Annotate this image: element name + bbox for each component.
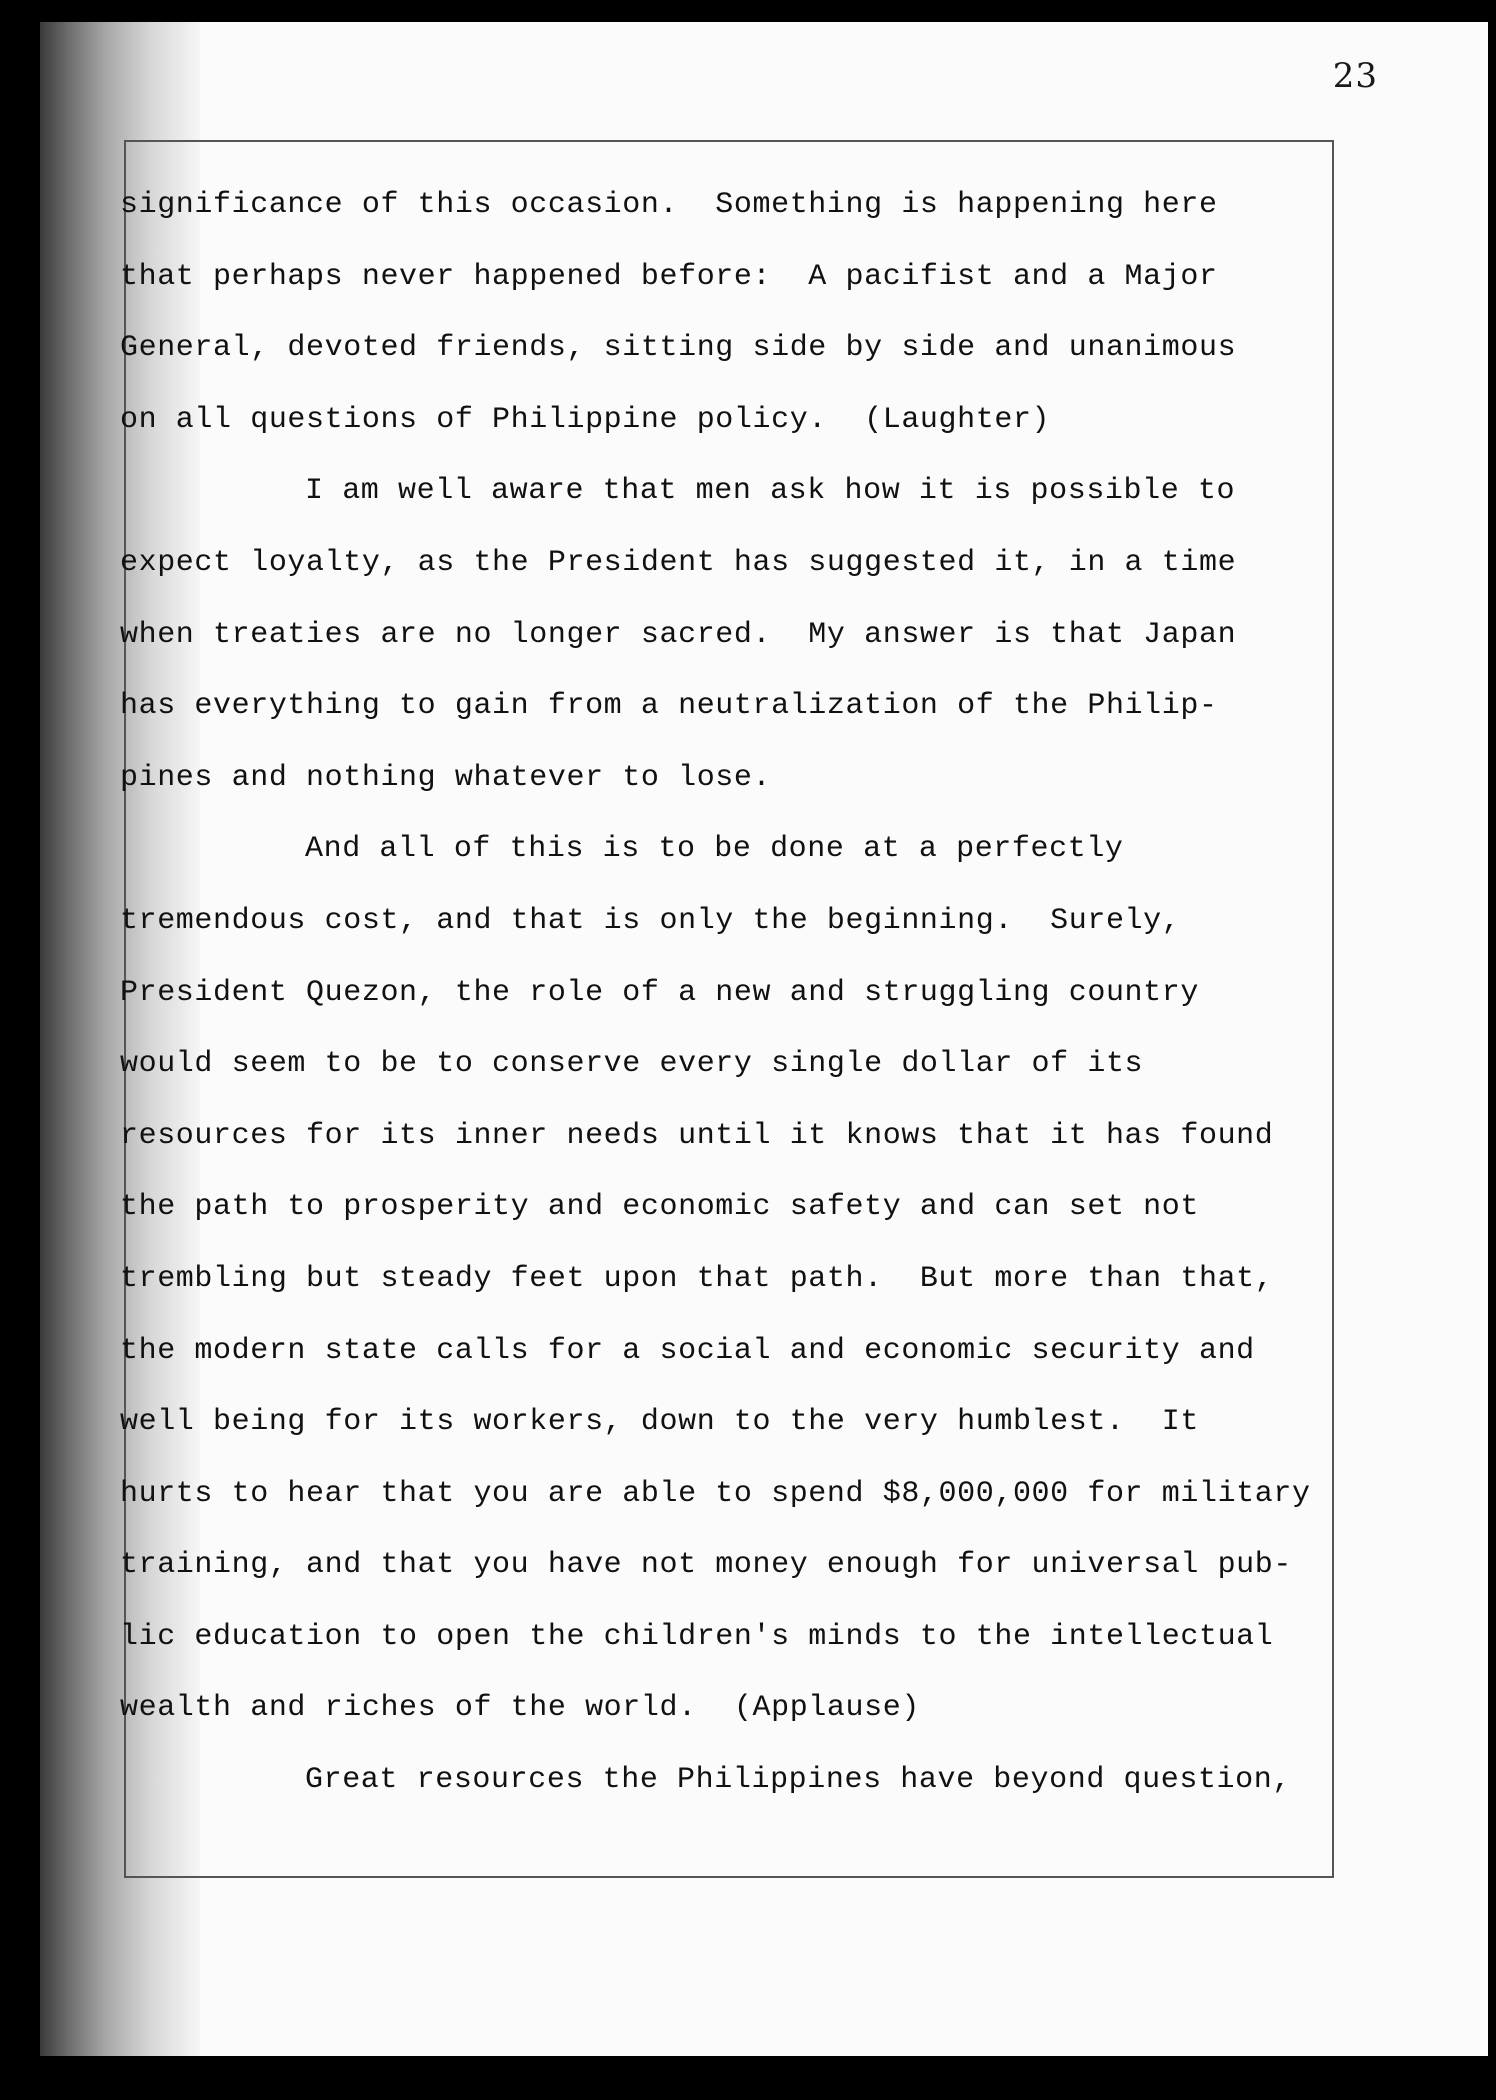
text-line: expect loyalty, as the President has suggested it, in a time: [120, 545, 1237, 580]
text-line: lic education to open the children's minds to the intellectual: [120, 1619, 1274, 1654]
text-line: would seem to be to conserve every single dollar of its: [120, 1047, 1144, 1082]
text-line: when treaties are no longer sacred. My answer is that Japan: [120, 617, 1237, 652]
text-line: significance of this occasion. Something is happening here: [120, 188, 1218, 222]
text-line-paragraph-start: I am well aware that men ask how it is possible to: [305, 474, 1236, 509]
text-line: the modern state calls for a social and economic security and: [120, 1333, 1255, 1368]
page-number: 23: [1332, 56, 1378, 96]
text-line: tremendous cost, and that is only the beginning. Surely,: [120, 903, 1181, 938]
text-line: pines and nothing whatever to lose.: [120, 760, 772, 795]
text-line: well being for its workers, down to the very humblest. It: [120, 1405, 1199, 1440]
text-line: General, devoted friends, sitting side by side and unanimous: [120, 331, 1237, 366]
typed-text-body: [120, 186, 1400, 1833]
text-line: President Quezon, the role of a new and struggling country: [120, 975, 1199, 1010]
text-line: trembling but steady feet upon that path. But more than that,: [120, 1261, 1274, 1296]
text-line: that perhaps never happened before: A pacifist and a Major: [120, 259, 1218, 294]
text-line-paragraph-start: And all of this is to be done at a perfectly: [305, 832, 1124, 867]
text-line: resources for its inner needs until it knows that it has found: [120, 1118, 1274, 1153]
text-line: the path to prosperity and economic safety and can set not: [120, 1190, 1199, 1225]
text-line-paragraph-start: Great resources the Philippines have beyond question,: [305, 1763, 1291, 1798]
text-line: training, and that you have not money enough for universal pub-: [120, 1548, 1292, 1583]
text-line: on all questions of Philippine policy. (Laughter): [120, 402, 1051, 437]
text-line: hurts to hear that you are able to spend $8,000,000 for military: [120, 1476, 1311, 1511]
text-line: wealth and riches of the world. (Applause): [120, 1691, 920, 1726]
text-line: has everything to gain from a neutralization of the Philip-: [120, 689, 1218, 724]
